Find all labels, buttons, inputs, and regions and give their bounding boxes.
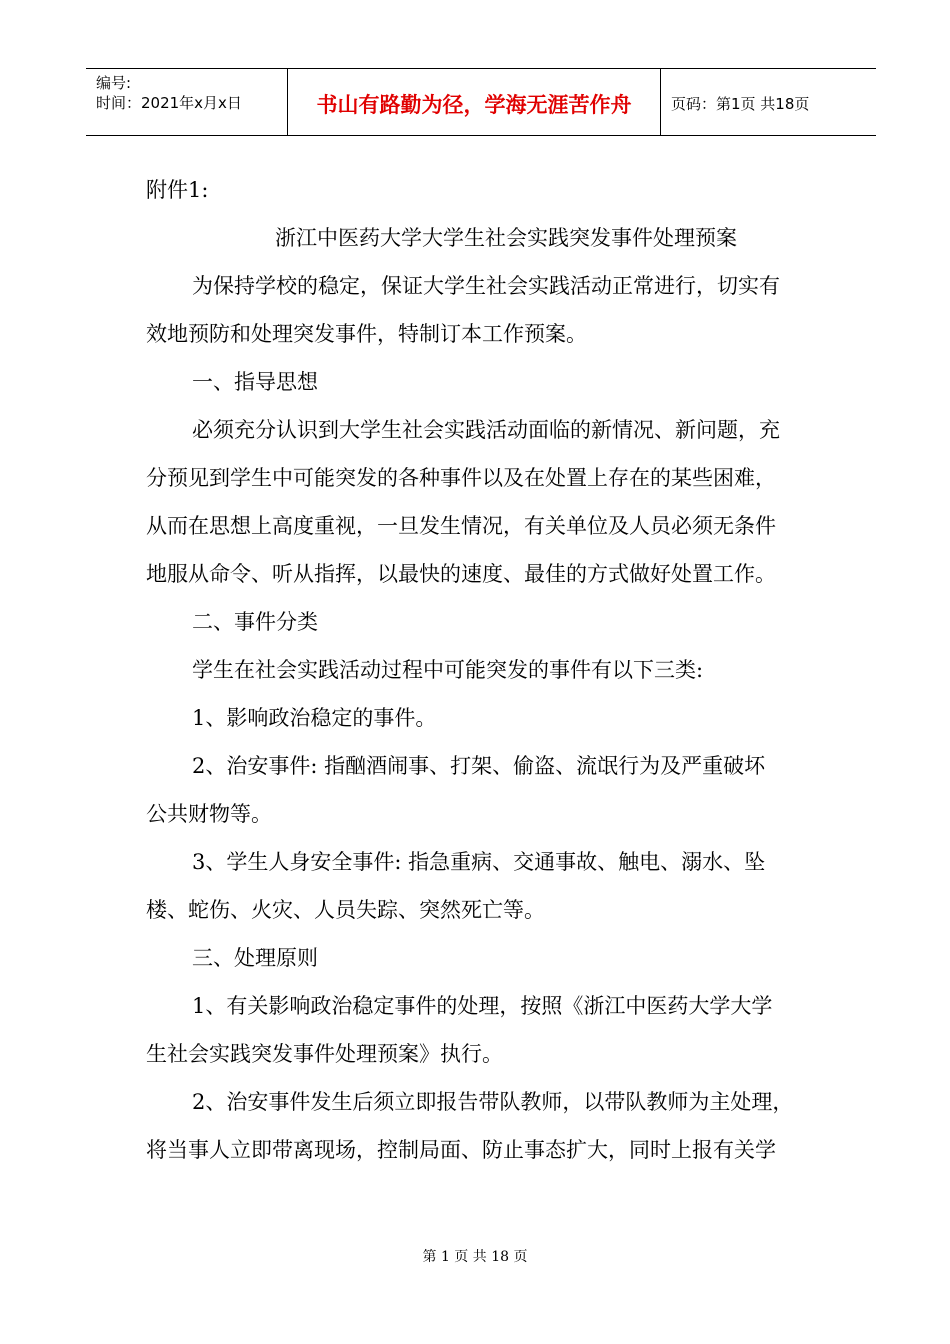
body-line: 为保持学校的稳定，保证大学生社会实践活动正常进行，切实有 (192, 274, 780, 298)
header-divider (660, 69, 661, 135)
list-item: 3、学生人身安全事件: 指急重病、交通事故、触电、溺水、坠 (192, 850, 766, 874)
page-footer: 第 1 页 共 18 页 (422, 1249, 528, 1265)
header-meta (96, 73, 242, 113)
list-item: 1、有关影响政治稳定事件的处理，按照《浙江中医药大学大学 (192, 994, 773, 1018)
document-time: 时间：2021年x月x日 (96, 94, 242, 112)
section-heading: 三、处理原则 (192, 946, 318, 970)
body-line: 学生在社会实践活动过程中可能突发的事件有以下三类: (192, 658, 704, 682)
list-item: 1、影响政治稳定的事件。 (192, 706, 437, 730)
page-header (86, 68, 876, 136)
body-line: 地服从命令、听从指挥，以最快的速度、最佳的方式做好处置工作。 (146, 562, 776, 586)
document-body (146, 166, 826, 1174)
section-heading: 一、指导思想 (192, 370, 318, 394)
section-heading: 二、事件分类 (192, 610, 318, 634)
attachment-label: 附件1: (146, 178, 209, 202)
body-line: 从而在思想上高度重视，一旦发生情况，有关单位及人员必须无条件 (146, 514, 776, 538)
body-line: 生社会实践突发事件处理预案》执行。 (146, 1042, 503, 1066)
body-line: 效地预防和处理突发事件，特制订本工作预案。 (146, 322, 587, 346)
header-page-info: 页码：第1页 共18页 (671, 95, 810, 113)
list-item: 2、治安事件: 指酗酒闹事、打架、偷盗、流氓行为及严重破坏 (192, 754, 766, 778)
document-number: 编号: (96, 74, 132, 92)
body-line: 必须充分认识到大学生社会实践活动面临的新情况、新问题，充 (192, 418, 780, 442)
body-line: 将当事人立即带离现场，控制局面、防止事态扩大，同时上报有关学 (146, 1138, 776, 1162)
body-line: 分预见到学生中可能突发的各种事件以及在处置上存在的某些困难， (146, 466, 776, 490)
list-item: 2、治安事件发生后须立即报告带队教师，以带队教师为主处理， (192, 1090, 794, 1114)
body-line: 楼、蛇伤、火灾、人员失踪、突然死亡等。 (146, 898, 545, 922)
header-motto: 书山有路勤为径，学海无涯苦作舟 (316, 93, 632, 117)
document-title: 浙江中医药大学大学生社会实践突发事件处理预案 (275, 226, 737, 250)
body-line: 公共财物等。 (146, 802, 272, 826)
